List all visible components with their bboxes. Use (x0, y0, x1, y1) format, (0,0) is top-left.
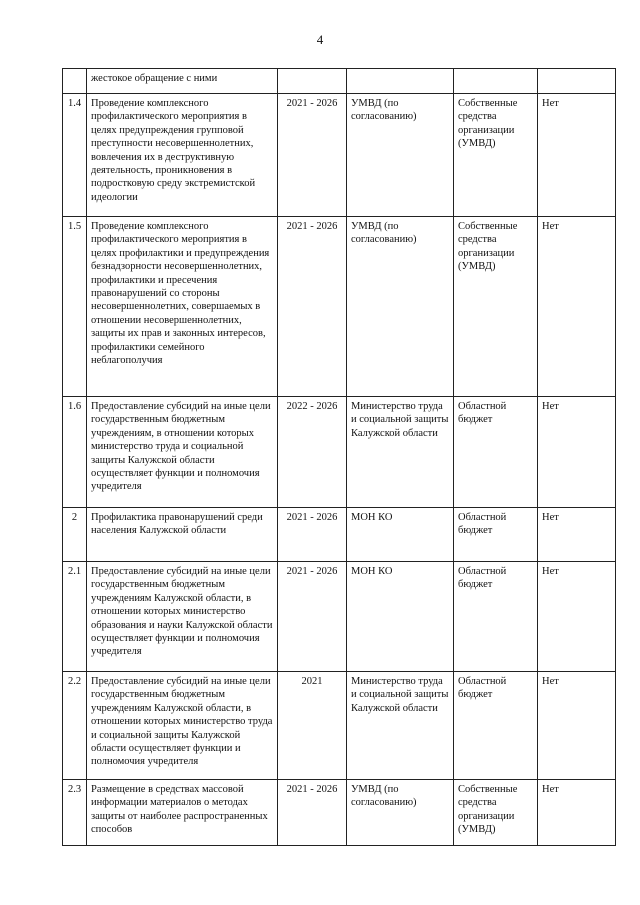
funding-source: Собственные средства организации (УМВД) (454, 94, 538, 217)
period: 2021 - 2026 (278, 217, 347, 397)
period: 2021 (278, 672, 347, 780)
row-number: 2.3 (63, 780, 87, 846)
funding-flag: Нет (538, 217, 616, 397)
executor: УМВД (по согласованию) (347, 217, 454, 397)
funding-source: Областной бюджет (454, 508, 538, 562)
table-row (63, 562, 616, 672)
table-row (63, 780, 616, 846)
table-row (63, 217, 616, 397)
funding-flag: Нет (538, 94, 616, 217)
measure-name: Проведение комплексного профилактического мероприятия в целях профилактики и предупреждения безнадзорности несовершеннолетних, профилактики и пресечения правонарушений со стороны несовершеннолетних, совершаемых в отношении несовершеннолетних, защиты их прав и законных интересов, профилактики семейного неблагополучия (87, 217, 278, 397)
funding-source: Собственные средства организации (УМВД) (454, 217, 538, 397)
measure-name: Размещение в средствах массовой информации материалов о методах защиты от наиболее распространенных способов (87, 780, 278, 846)
funding-flag: Нет (538, 508, 616, 562)
funding-flag (538, 69, 616, 94)
period: 2022 - 2026 (278, 397, 347, 508)
executor: МОН КО (347, 508, 454, 562)
executor (347, 69, 454, 94)
funding-source: Областной бюджет (454, 397, 538, 508)
executor: Министерство труда и социальной защиты Калужской области (347, 397, 454, 508)
executor: Министерство труда и социальной защиты Калужской области (347, 672, 454, 780)
executor: УМВД (по согласованию) (347, 94, 454, 217)
table-row (63, 94, 616, 217)
table-row (63, 397, 616, 508)
funding-source: Областной бюджет (454, 562, 538, 672)
period (278, 69, 347, 94)
executor: МОН КО (347, 562, 454, 672)
period: 2021 - 2026 (278, 94, 347, 217)
period: 2021 - 2026 (278, 780, 347, 846)
funding-flag: Нет (538, 397, 616, 508)
row-number: 2.1 (63, 562, 87, 672)
measure-name: Предоставление субсидий на иные цели государственным бюджетным учреждениям Калужской области, в отношении которых министерство образования и науки Калужской области осуществляет функции и полномочия учредителя (87, 562, 278, 672)
measure-name: Профилактика правонарушений среди населения Калужской области (87, 508, 278, 562)
program-table (62, 68, 616, 846)
funding-flag: Нет (538, 562, 616, 672)
executor: УМВД (по согласованию) (347, 780, 454, 846)
funding-source: Собственные средства организации (УМВД) (454, 780, 538, 846)
table-row (63, 69, 616, 94)
row-number: 1.6 (63, 397, 87, 508)
row-number: 2 (63, 508, 87, 562)
row-number: 1.4 (63, 94, 87, 217)
measure-name: Предоставление субсидий на иные цели государственным бюджетным учреждениям, в отношении которых министерство труда и социальной защиты Калужской области осуществляет функции и полномочия учредителя (87, 397, 278, 508)
page-number: 4 (316, 32, 324, 47)
measure-name: Предоставление субсидий на иные цели государственным бюджетным учреждениям Калужской области, в отношении которых министерство труда и социальной защиты Калужской области осуществляет функции и полномочия учредителя (87, 672, 278, 780)
row-number: 1.5 (63, 217, 87, 397)
measure-name: Проведение комплексного профилактического мероприятия в целях предупреждения групповой преступности несовершеннолетних, вовлечения их в деструктивную деятельность, проникновения в подростковую среду экстремистской идеологии (87, 94, 278, 217)
table-row (63, 508, 616, 562)
funding-source: Областной бюджет (454, 672, 538, 780)
period: 2021 - 2026 (278, 508, 347, 562)
row-number (63, 69, 87, 94)
period: 2021 - 2026 (278, 562, 347, 672)
row-number: 2.2 (63, 672, 87, 780)
funding-flag: Нет (538, 780, 616, 846)
table-row (63, 672, 616, 780)
measure-name: жестокое обращение с ними (87, 69, 278, 94)
funding-flag: Нет (538, 672, 616, 780)
funding-source (454, 69, 538, 94)
